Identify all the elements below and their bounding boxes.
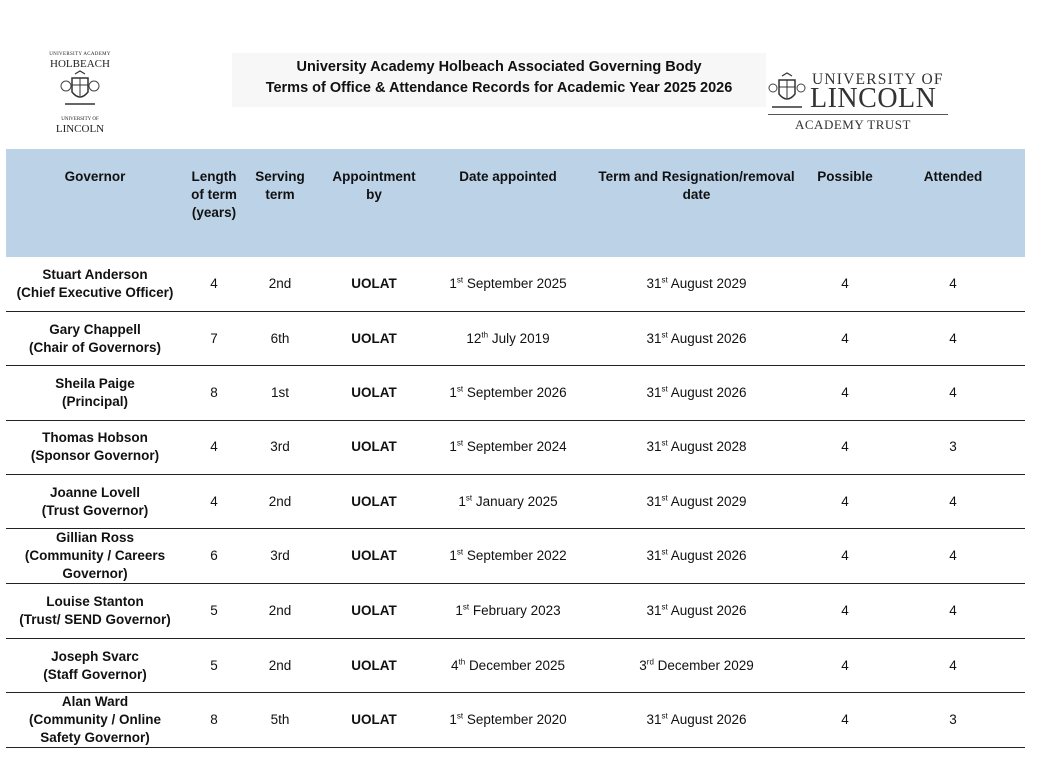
date-day: 31 — [646, 330, 662, 346]
date-day: 1 — [449, 439, 457, 455]
governor-role: (Chief Executive Officer) — [16, 284, 174, 300]
governor-cell — [6, 311, 184, 365]
meetings-attended: 4 — [881, 475, 1025, 529]
date-ordinal-suffix: th — [481, 330, 489, 340]
date-ordinal-suffix: st — [462, 602, 470, 612]
meetings-attended: 4 — [881, 638, 1025, 692]
term-end-date — [584, 638, 809, 692]
column-header: Governor — [6, 149, 184, 257]
governor-cell — [6, 693, 184, 748]
table-row — [6, 366, 1025, 420]
term-length: 5 — [184, 638, 244, 692]
date-month-year: September 2026 — [466, 384, 567, 400]
governor-cell — [6, 584, 184, 638]
governor-role: (Principal) — [61, 393, 128, 409]
logo-right-line2: LINCOLN — [810, 83, 937, 114]
term-end-date — [584, 693, 809, 748]
date-ordinal-suffix: st — [661, 493, 668, 503]
crest-icon — [768, 72, 806, 112]
date-month-year: August 2026 — [670, 712, 747, 728]
date-month-year: January 2025 — [475, 493, 558, 509]
term-length: 6 — [184, 529, 244, 584]
date-ordinal-suffix: st — [465, 493, 473, 503]
governor-name: Louise Stanton — [46, 594, 144, 610]
logo-left-line1: UNIVERSITY ACADEMY — [49, 52, 111, 57]
serving-term: 1st — [244, 366, 316, 420]
governor-name: Gary Chappell — [49, 321, 141, 337]
date-month-year: December 2025 — [468, 657, 565, 673]
document-title — [232, 53, 766, 107]
governor-cell — [6, 420, 184, 474]
meetings-possible: 4 — [809, 584, 881, 638]
governor-cell — [6, 366, 184, 420]
crest-icon — [57, 70, 103, 110]
serving-term: 5th — [244, 693, 316, 748]
date-day: 1 — [449, 275, 457, 291]
serving-term: 6th — [244, 311, 316, 365]
appointment-by: UOLAT — [316, 529, 432, 584]
column-header-label: Length of term (years) — [191, 169, 237, 220]
meetings-possible: 4 — [809, 311, 881, 365]
meetings-attended: 4 — [881, 257, 1025, 311]
date-day: 31 — [646, 712, 662, 728]
meetings-attended: 4 — [881, 529, 1025, 584]
table-header-row — [6, 149, 1025, 257]
term-end-date — [584, 475, 809, 529]
date-day: 31 — [646, 548, 662, 564]
column-header — [316, 149, 432, 257]
date-appointed — [432, 366, 584, 420]
term-end-date — [584, 311, 809, 365]
governor-name: Alan Ward — [61, 694, 129, 710]
date-month-year: August 2026 — [670, 548, 747, 564]
serving-term: 2nd — [244, 257, 316, 311]
logo-left-line2: HOLBEACH — [50, 58, 110, 70]
governor-cell — [6, 475, 184, 529]
lincoln-academy-trust-logo — [768, 70, 950, 134]
date-month-year: August 2026 — [670, 330, 747, 346]
governors-table — [6, 149, 1025, 748]
date-ordinal-suffix: st — [661, 330, 668, 340]
serving-term: 2nd — [244, 584, 316, 638]
meetings-attended: 3 — [881, 420, 1025, 474]
date-ordinal-suffix: st — [661, 711, 668, 721]
appointment-by: UOLAT — [316, 420, 432, 474]
date-month-year: September 2020 — [466, 712, 567, 728]
meetings-possible: 4 — [809, 638, 881, 692]
governor-role: (Community / Online Safety Governor) — [28, 712, 161, 746]
date-day: 1 — [458, 493, 466, 509]
meetings-possible: 4 — [809, 420, 881, 474]
date-appointed — [432, 420, 584, 474]
governor-role: (Community / Careers Governor) — [24, 548, 166, 582]
date-ordinal-suffix: st — [456, 275, 464, 285]
date-day: 1 — [449, 384, 457, 400]
date-day: 1 — [455, 603, 463, 619]
date-ordinal-suffix: st — [456, 384, 464, 394]
logo-left-line4: LINCOLN — [55, 123, 105, 135]
meetings-attended: 4 — [881, 366, 1025, 420]
table-row — [6, 529, 1025, 584]
term-end-date — [584, 529, 809, 584]
governor-name: Joseph Svarc — [51, 648, 139, 664]
governor-role: (Trust/ SEND Governor) — [19, 612, 171, 628]
date-appointed — [432, 584, 584, 638]
date-appointed — [432, 311, 584, 365]
column-header: Term and Resignation/removal date — [584, 149, 809, 257]
table-row — [6, 311, 1025, 365]
meetings-possible: 4 — [809, 529, 881, 584]
governor-role: (Trust Governor) — [41, 502, 149, 518]
date-month-year: September 2022 — [466, 548, 567, 564]
appointment-by: UOLAT — [316, 584, 432, 638]
date-day: 4 — [450, 657, 459, 673]
meetings-possible: 4 — [809, 366, 881, 420]
governor-role: (Staff Governor) — [43, 666, 147, 682]
date-month-year: September 2025 — [466, 275, 567, 291]
term-length: 8 — [184, 693, 244, 748]
governor-name: Thomas Hobson — [42, 430, 148, 446]
date-day: 31 — [646, 439, 662, 455]
date-day: 31 — [646, 493, 662, 509]
governor-role: (Sponsor Governor) — [30, 448, 160, 464]
title-line-1: University Academy Holbeach Associated Governing Body — [296, 59, 702, 75]
governor-name: Gillian Ross — [55, 530, 135, 546]
term-end-date — [584, 366, 809, 420]
column-header-label: Appointment by — [332, 169, 416, 202]
column-header — [244, 149, 316, 257]
governor-cell — [6, 257, 184, 311]
appointment-by: UOLAT — [316, 311, 432, 365]
date-day: 31 — [646, 384, 662, 400]
serving-term: 3rd — [244, 420, 316, 474]
date-ordinal-suffix: st — [661, 275, 668, 285]
term-length: 8 — [184, 366, 244, 420]
governor-name: Sheila Paige — [55, 375, 135, 391]
date-day: 3 — [639, 657, 647, 673]
column-header-label: Serving term — [255, 169, 305, 202]
date-day: 1 — [449, 712, 457, 728]
column-header: Possible — [809, 149, 881, 257]
date-month-year: August 2026 — [670, 384, 747, 400]
term-length: 4 — [184, 257, 244, 311]
date-month-year: February 2023 — [472, 603, 561, 619]
date-month-year: September 2024 — [466, 439, 567, 455]
governor-name: Stuart Anderson — [42, 266, 148, 282]
column-header — [184, 149, 244, 257]
logo-right-line1: UNIVERSITY OF — [812, 71, 944, 88]
serving-term: 2nd — [244, 638, 316, 692]
table-row — [6, 420, 1025, 474]
date-ordinal-suffix: st — [661, 602, 668, 612]
appointment-by: UOLAT — [316, 638, 432, 692]
date-ordinal-suffix: st — [456, 711, 464, 721]
table-row — [6, 475, 1025, 529]
date-appointed — [432, 693, 584, 748]
table-row — [6, 584, 1025, 638]
date-month-year: August 2029 — [670, 275, 747, 291]
date-appointed — [432, 475, 584, 529]
date-month-year: August 2029 — [670, 493, 747, 509]
date-ordinal-suffix: st — [456, 438, 464, 448]
title-line-2: Terms of Office & Attendance Records for Academic Year 2025 2026 — [265, 80, 733, 96]
date-ordinal-suffix: st — [456, 547, 464, 557]
logo-divider — [768, 114, 948, 115]
date-day: 12 — [466, 330, 482, 346]
column-header: Date appointed — [432, 149, 584, 257]
governor-name: Joanne Lovell — [49, 484, 141, 500]
appointment-by: UOLAT — [316, 693, 432, 748]
date-day: 31 — [646, 603, 662, 619]
term-end-date — [584, 257, 809, 311]
meetings-attended: 3 — [881, 693, 1025, 748]
term-end-date — [584, 420, 809, 474]
governor-role: (Chair of Governors) — [28, 339, 161, 355]
date-month-year: July 2019 — [491, 330, 550, 346]
meetings-attended: 4 — [881, 311, 1025, 365]
meetings-possible: 4 — [809, 257, 881, 311]
date-appointed — [432, 638, 584, 692]
date-day: 1 — [449, 548, 457, 564]
date-month-year: December 2029 — [657, 657, 754, 673]
serving-term: 2nd — [244, 475, 316, 529]
appointment-by: UOLAT — [316, 475, 432, 529]
term-length: 7 — [184, 311, 244, 365]
date-ordinal-suffix: th — [458, 657, 466, 667]
date-day: 31 — [646, 275, 662, 291]
term-length: 5 — [184, 584, 244, 638]
date-ordinal-suffix: rd — [646, 657, 654, 667]
appointment-by: UOLAT — [316, 257, 432, 311]
date-ordinal-suffix: st — [661, 547, 668, 557]
table-row — [6, 638, 1025, 692]
date-appointed — [432, 257, 584, 311]
term-length: 4 — [184, 420, 244, 474]
date-month-year: August 2028 — [670, 439, 747, 455]
column-header: Attended — [881, 149, 1025, 257]
governor-cell — [6, 529, 184, 584]
date-ordinal-suffix: st — [661, 438, 668, 448]
serving-term: 3rd — [244, 529, 316, 584]
logo-left-line3: UNIVERSITY OF — [61, 117, 99, 122]
academy-holbeach-logo — [42, 52, 118, 134]
term-length: 4 — [184, 475, 244, 529]
date-ordinal-suffix: st — [661, 384, 668, 394]
table-row — [6, 693, 1025, 748]
table-row — [6, 257, 1025, 311]
date-month-year: August 2026 — [670, 603, 747, 619]
meetings-possible: 4 — [809, 693, 881, 748]
governor-cell — [6, 638, 184, 692]
meetings-attended: 4 — [881, 584, 1025, 638]
term-end-date — [584, 584, 809, 638]
date-appointed — [432, 529, 584, 584]
logo-right-line3: ACADEMY TRUST — [795, 117, 911, 132]
appointment-by: UOLAT — [316, 366, 432, 420]
meetings-possible: 4 — [809, 475, 881, 529]
